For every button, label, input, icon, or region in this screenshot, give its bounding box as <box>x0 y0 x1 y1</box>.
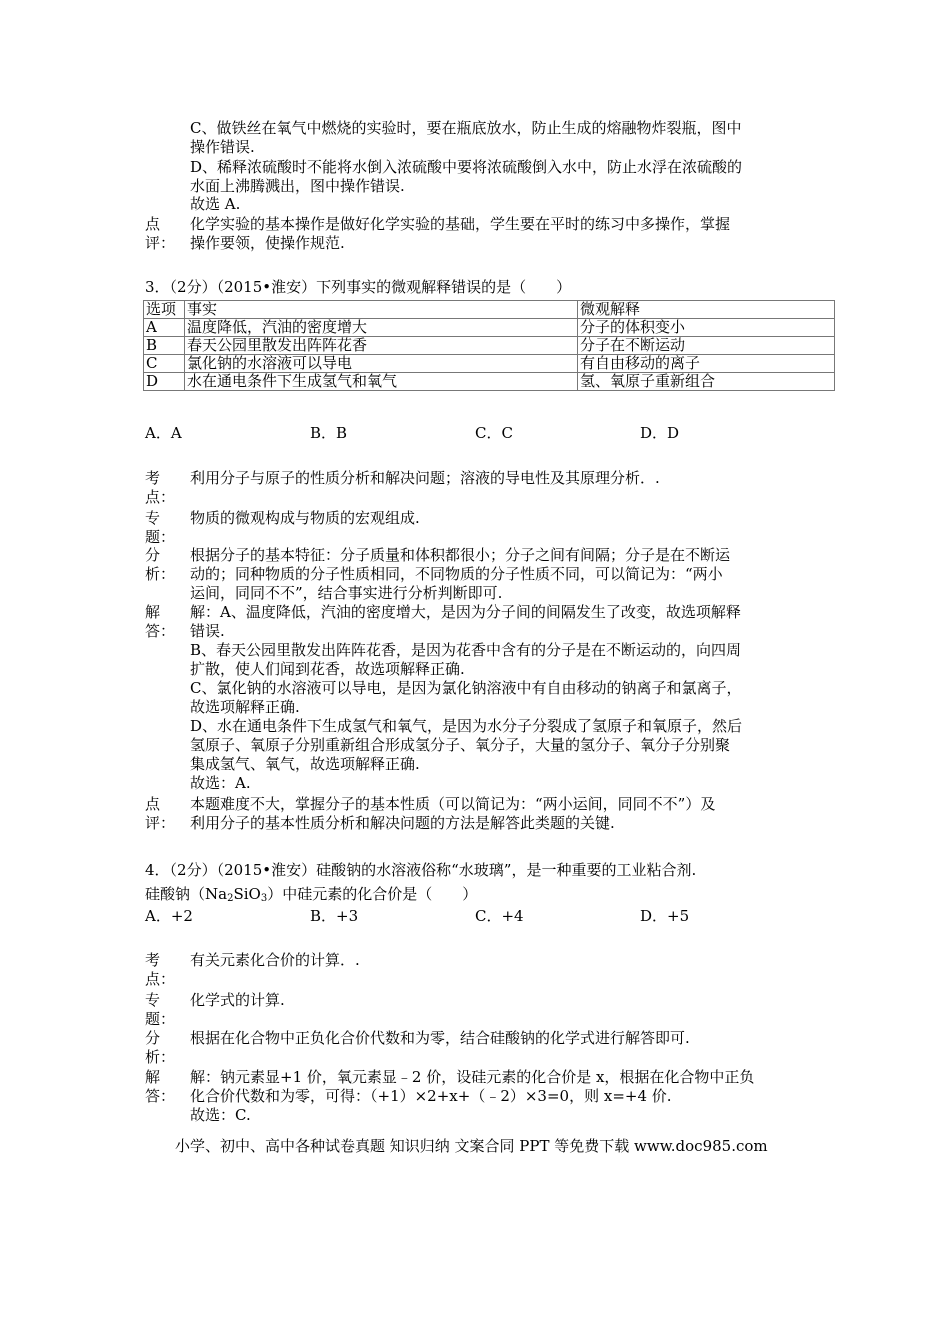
jieda-line: 故选：C. <box>190 1106 251 1124</box>
jieda-label: 解 <box>145 603 161 621</box>
jieda-line: 解：A、温度降低，汽油的密度增大，是因为分子间的间隔发生了改变，故选项解释 <box>190 603 741 621</box>
stem-text: SiO <box>233 885 261 903</box>
comment-label: 评： <box>145 234 176 252</box>
table-cell: 分子的体积变小 <box>578 319 835 337</box>
table-row <box>144 355 835 373</box>
fenxi-line: 根据分子的基本特征：分子质量和体积都很小；分子之间有间隔；分子是在不断运 <box>190 546 731 564</box>
fenxi-text: 根据在化合物中正负化合价代数和为零，结合硅酸钠的化学式进行解答即可. <box>190 1029 690 1047</box>
option-d: D．D <box>640 424 680 442</box>
table-cell: D <box>144 373 185 391</box>
kaodian-label: 考 <box>145 951 161 969</box>
subscript: 2 <box>227 893 234 904</box>
table-cell: B <box>144 337 185 355</box>
comment-line: 操作要领，使操作规范. <box>190 234 345 252</box>
table-cell: 氯化钠的水溶液可以导电 <box>185 355 578 373</box>
page-footer: 小学、初中、高中各种试卷真题 知识归纳 文案合同 PPT 等免费下载 www.doc985.com <box>175 1137 768 1155</box>
comment-line: 化学实验的基本操作是做好化学实验的基础，学生要在平时的练习中多操作，掌握 <box>190 215 731 233</box>
stem-text: ）中硅元素的化合价是（ ） <box>267 885 478 903</box>
prev-solution-line: D、稀释浓硫酸时不能将水倒入浓硫酸中要将浓硫酸倒入水中，防止水浮在浓硫酸的 <box>190 158 743 176</box>
jieda-line: 扩散，使人们闻到花香，故选项解释正确. <box>190 660 465 678</box>
table-cell: 分子在不断运动 <box>578 337 835 355</box>
table-row <box>144 373 835 391</box>
zhuanti-label: 专 <box>145 991 161 1009</box>
facts-table <box>143 300 835 391</box>
fenxi-line: 运间，同同不不”，结合事实进行分析判断即可. <box>190 584 503 602</box>
table-cell: 温度降低，汽油的密度增大 <box>185 319 578 337</box>
option-d: D．+5 <box>640 907 690 925</box>
stem-text: 硅酸钠（Na <box>145 885 228 903</box>
question-3-stem: 3．（2分）（2015•淮安）下列事实的微观解释错误的是（ ） <box>145 278 572 296</box>
jieda-label: 解 <box>145 1068 161 1086</box>
jieda-line: B、春天公园里散发出阵阵花香，是因为花香中含有的分子是在不断运动的，向四周 <box>190 641 742 659</box>
fenxi-label: 析： <box>145 1048 176 1066</box>
zhuanti-label: 题： <box>145 528 176 546</box>
table-row <box>144 319 835 337</box>
table-cell: 氢、氧原子重新组合 <box>578 373 835 391</box>
fenxi-label: 分 <box>145 546 161 564</box>
prev-solution-line: 操作错误. <box>190 138 255 156</box>
kaodian-label: 点： <box>145 488 176 506</box>
zhuanti-text: 化学式的计算. <box>190 991 285 1009</box>
zhuanti-text: 物质的微观构成与物质的宏观组成. <box>190 509 420 527</box>
table-header-row <box>144 301 835 319</box>
table-row <box>144 337 835 355</box>
jieda-line: 错误. <box>190 622 225 640</box>
fenxi-label: 析： <box>145 565 176 583</box>
jieda-line: C、氯化钠的水溶液可以导电，是因为氯化钠溶液中有自由移动的钠离子和氯离子， <box>190 679 742 697</box>
table-cell: 水在通电条件下生成氢气和氧气 <box>185 373 578 391</box>
prev-solution-line: 故选 A. <box>190 195 241 213</box>
comment-label: 点 <box>145 215 161 233</box>
jieda-line: 集成氢气、氧气，故选项解释正确. <box>190 755 420 773</box>
kaodian-label: 点： <box>145 970 176 988</box>
jieda-label: 答： <box>145 1087 176 1105</box>
zhuanti-label: 专 <box>145 509 161 527</box>
option-c: C．+4 <box>475 907 524 925</box>
option-a: A．A <box>145 424 182 442</box>
option-b: B．B <box>310 424 348 442</box>
jieda-line: 故选项解释正确. <box>190 698 300 716</box>
kaodian-text: 有关元素化合价的计算．. <box>190 951 360 969</box>
question-4-stem: 4．（2分）（2015•淮安）硅酸钠的水溶液俗称“水玻璃”，是一种重要的工业粘合剂. <box>145 861 697 879</box>
table-header-cell: 微观解释 <box>578 301 835 319</box>
option-a: A．+2 <box>145 907 193 925</box>
dianping-line: 利用分子的基本性质分析和解决问题的方法是解答此类题的关键. <box>190 814 615 832</box>
jieda-line: 化合价代数和为零，可得：（+1）×2+x+（﹣2）×3=0，则 x=+4 价. <box>190 1087 672 1105</box>
table-cell: C <box>144 355 185 373</box>
jieda-line: 氢原子、氧原子分别重新组合形成氢分子、氧分子，大量的氢分子、氧分子分别聚 <box>190 736 731 754</box>
prev-solution-line: C、做铁丝在氧气中燃烧的实验时，要在瓶底放水，防止生成的熔融物炸裂瓶，图中 <box>190 119 742 137</box>
table-cell: 春天公园里散发出阵阵花香 <box>185 337 578 355</box>
table-cell: 有自由移动的离子 <box>578 355 835 373</box>
jieda-label: 答： <box>145 622 176 640</box>
table-header-cell: 事实 <box>185 301 578 319</box>
option-c: C．C <box>475 424 513 442</box>
option-b: B．+3 <box>310 907 359 925</box>
table-cell: A <box>144 319 185 337</box>
subscript: 3 <box>260 893 268 904</box>
fenxi-label: 分 <box>145 1029 161 1047</box>
dianping-line: 本题难度不大，掌握分子的基本性质（可以简记为：“两小运间，同同不不”）及 <box>190 795 716 813</box>
jieda-line: 解：钠元素显+1 价，氧元素显﹣2 价，设硅元素的化合价是 x，根据在化合物中正负 <box>190 1068 755 1086</box>
jieda-line: D、水在通电条件下生成氢气和氧气，是因为水分子分裂成了氢原子和氧原子，然后 <box>190 717 743 735</box>
kaodian-label: 考 <box>145 469 161 487</box>
fenxi-line: 动的；同种物质的分子性质相同，不同物质的分子性质不同，可以简记为：“两小 <box>190 565 723 583</box>
prev-solution-line: 水面上沸腾溅出，图中操作错误. <box>190 177 405 195</box>
dianping-label: 评： <box>145 814 176 832</box>
dianping-label: 点 <box>145 795 161 813</box>
zhuanti-label: 题： <box>145 1010 176 1028</box>
table-header-cell: 选项 <box>144 301 185 319</box>
kaodian-text: 利用分子与原子的性质分析和解决问题；溶液的导电性及其原理分析．. <box>190 469 660 487</box>
jieda-line: 故选：A. <box>190 774 251 792</box>
